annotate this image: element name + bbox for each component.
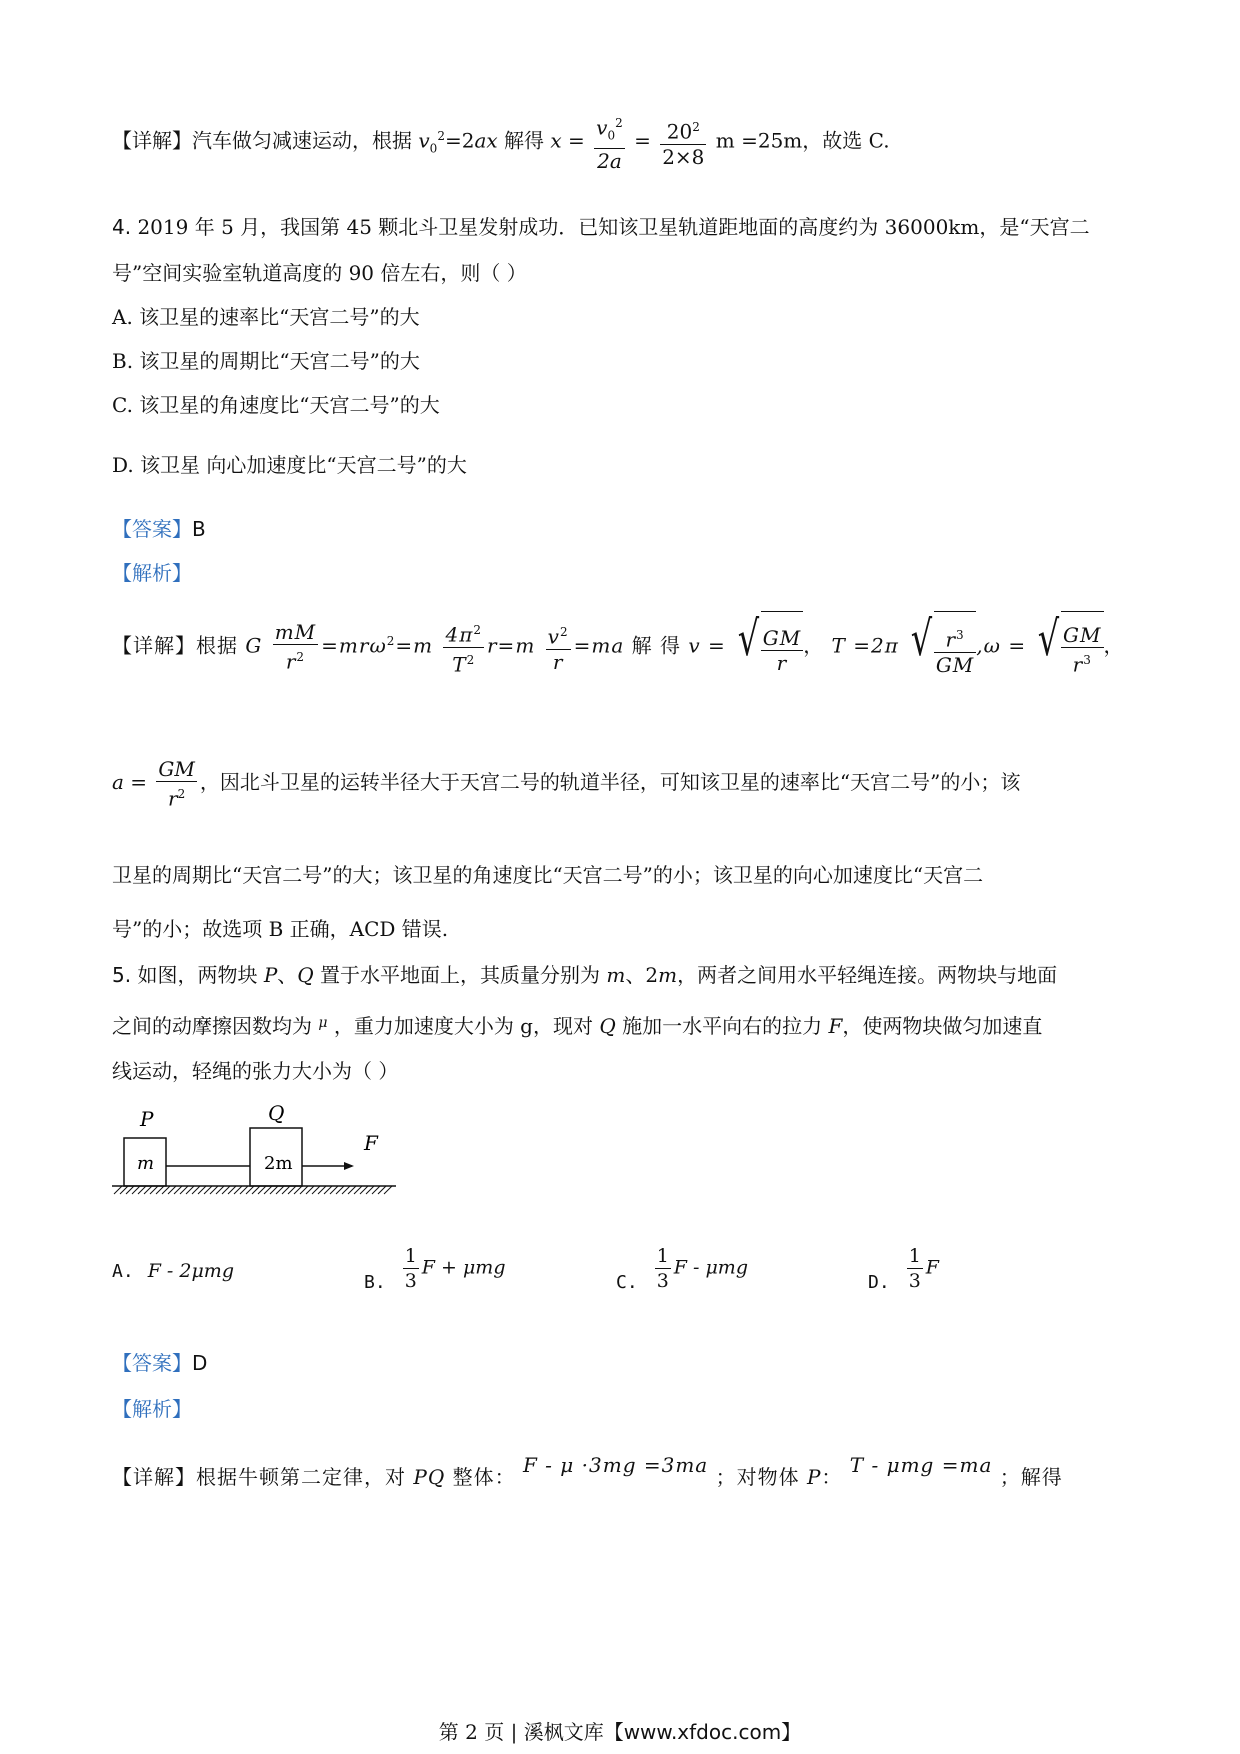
frac-den: 3 xyxy=(404,1270,417,1292)
answer-value: B xyxy=(192,517,206,541)
v0-symbol: v xyxy=(418,128,430,153)
frac-num: 20 xyxy=(666,119,693,144)
analysis-tag: 【解析】 xyxy=(112,561,192,585)
Q-label: Q xyxy=(268,1101,285,1125)
stem-text: 、2 xyxy=(625,963,659,987)
q4-accel-line xyxy=(112,752,1128,812)
question-number: 4. xyxy=(112,215,132,239)
jiede-text: 解 得 xyxy=(624,633,689,658)
detail-text: 整体： xyxy=(445,1465,516,1489)
frac-den: GM xyxy=(935,652,975,677)
frac-den: 3 xyxy=(908,1270,921,1292)
q4-answer xyxy=(112,514,1128,544)
option-label: A. xyxy=(112,1261,134,1282)
detail-text: ；解得 xyxy=(999,1465,1063,1489)
option-label: C. xyxy=(616,1271,638,1293)
value-fraction xyxy=(660,115,706,169)
eq-text: =2 xyxy=(444,128,475,153)
answer-tag: 【答案】 xyxy=(112,517,192,541)
q5-answer xyxy=(112,1348,1128,1378)
frac-num: v xyxy=(596,115,608,140)
q3-tail: ，故选 C. xyxy=(802,128,890,153)
stem-text: 施加一水平向右的拉力 xyxy=(615,1014,829,1038)
footer-site-link[interactable]: 【www.xfdoc.com】 xyxy=(603,1720,802,1744)
option-expr: F xyxy=(925,1256,939,1279)
mu-symbol: μ xyxy=(318,1015,328,1031)
frac-den: 2×8 xyxy=(662,144,705,169)
frac-num-sup: 2 xyxy=(692,120,700,135)
option-label: B. xyxy=(364,1271,386,1293)
q4-option-a: A. 该卫星的速率比“天宫二号”的大 xyxy=(112,305,420,329)
sqrt-omega: √ $\frac{GM}{r^3}$ xyxy=(1033,611,1103,684)
frac-num-sub: 0 xyxy=(607,128,616,143)
q4-option-d: D. 该卫星 向心加速度比“天宫二号”的大 xyxy=(112,453,467,477)
frac-num: v xyxy=(547,624,560,649)
v-eq: v = xyxy=(688,633,726,658)
eq-m: =m xyxy=(395,633,434,658)
frac-num: GM xyxy=(158,756,195,781)
question-stem: 号”空间实验室轨道高度的 90 倍左右，则（ ） xyxy=(112,261,527,285)
detail-text: ： xyxy=(821,1465,843,1489)
one-third-fraction xyxy=(907,1244,923,1293)
ax-symbol: ax xyxy=(474,128,498,153)
eq-omega: =mrω xyxy=(321,633,387,658)
analysis-tag: 【解析】 xyxy=(112,1397,192,1421)
q5-option-c xyxy=(616,1244,748,1293)
answer-tag: 【答案】 xyxy=(112,1351,192,1375)
v0-fraction xyxy=(594,111,625,173)
G-symbol: G xyxy=(245,633,263,658)
frac-num: 1 xyxy=(656,1245,669,1267)
ground-hatch xyxy=(114,1186,392,1194)
P-label: P xyxy=(140,1107,154,1131)
option-expr: F + μmg xyxy=(421,1256,506,1279)
one-third-fraction xyxy=(655,1244,671,1293)
newton-eq-p: T - μmg =ma xyxy=(849,1453,993,1477)
q3-text2: 解得 xyxy=(497,128,551,153)
frac-num: 1 xyxy=(404,1245,417,1267)
conclusion-text: ，因北斗卫星的运转半径大于天宫二号的轨道半径，可知该卫星的速率比“天宫二号”的小；该 xyxy=(199,770,1021,794)
q4-option-b: B. 该卫星的周期比“天宫二号”的大 xyxy=(112,349,420,373)
q5-stem-line2 xyxy=(112,1008,1128,1041)
frac-num: mM xyxy=(274,620,317,645)
frac-den: r xyxy=(776,650,788,675)
frac-num: GM xyxy=(1063,623,1102,648)
detail-tag: 【详解】 xyxy=(112,128,192,153)
q4-detail-formula-line: 【详解】根据 G $\frac{mM}{r^2}$ =mrω$^2$=m $\frac{4\pi^2}{T^2}$ r=m $\frac{v^2}{r}$ =ma 解 得 v = √ $\frac{GM}{r}$ ， T =2π √ $\frac{r^3}{GM}$ ,ω = √ $\frac{GM}{r^3}$ ， xyxy=(112,606,1128,684)
q5-option-a xyxy=(112,1260,234,1282)
comma: ， xyxy=(1103,633,1125,658)
eq-r: r=m xyxy=(487,633,536,658)
F-symbol: F xyxy=(828,1014,843,1038)
Q-symbol: Q xyxy=(297,963,314,987)
footer-page-text: 第 2 页 | 溪枫文库 xyxy=(438,1720,604,1744)
frac-num: 4π xyxy=(445,622,474,647)
m-label: m xyxy=(137,1153,155,1174)
v0-superscript: 2 xyxy=(437,129,445,143)
q4-stem-line1 xyxy=(112,212,1128,242)
P-symbol: P xyxy=(263,963,278,987)
accel-fraction: $\frac{GM}{r^2}$ xyxy=(158,756,195,811)
q4-analysis xyxy=(112,558,1128,588)
option-label: D. xyxy=(868,1271,890,1293)
page-footer xyxy=(0,1716,1240,1745)
q4-conclusion-line3: 号”的小；故选项 B 正确，ACD 错误. xyxy=(112,917,449,941)
question-stem: 2019 年 5 月，我国第 45 颗北斗卫星发射成功．已知该卫星轨道距地面的高度约为 36000km，是“天宫二 xyxy=(131,215,1090,239)
sqrt-T: √ $\frac{r^3}{GM}$ xyxy=(906,611,976,684)
stem-text: ，两者之间用水平轻绳连接。两物块与地面 xyxy=(677,963,1058,987)
result-text: m =25m xyxy=(715,128,803,153)
frac-num-sup: 2 xyxy=(615,116,623,131)
q5-analysis xyxy=(112,1394,1128,1424)
q3-detail-line xyxy=(112,108,1128,177)
frac-den: r xyxy=(552,649,564,674)
P-symbol: P xyxy=(806,1465,822,1489)
frac-den: r xyxy=(168,786,178,811)
stem-text: 之间的动摩擦因数均为 xyxy=(112,1014,319,1038)
a-eq: a = xyxy=(112,770,148,794)
q5-stem-line3: 线运动，轻绳的张力大小为（ ） xyxy=(112,1059,399,1083)
F-label: F xyxy=(364,1131,378,1155)
frac-den: r xyxy=(1072,652,1084,677)
detail-text: 根据牛顿第二定律，对 xyxy=(196,1465,414,1489)
velocity-fraction: $\frac{v^2}{r}$ xyxy=(546,620,571,674)
m-symbol: m xyxy=(606,963,626,987)
detail-tag: 【详解】 xyxy=(112,633,196,658)
q5-option-d xyxy=(868,1244,939,1293)
eq-sign: = xyxy=(568,128,585,153)
stem-text: 如图，两物块 xyxy=(131,963,264,987)
detail-text: ；对物体 xyxy=(715,1465,807,1489)
q4-option-c: C. 该卫星的角速度比“天宫二号”的大 xyxy=(112,393,440,417)
frac-den: 2a xyxy=(597,148,622,173)
2m-label: 2m xyxy=(264,1153,293,1174)
q3-text: 汽车做匀减速运动，根据 xyxy=(192,128,419,153)
newton-eq-whole: F - μ ·3mg =3ma xyxy=(522,1453,709,1477)
frac-num: r xyxy=(945,627,957,652)
frac-num: GM xyxy=(762,625,802,650)
comma: ， xyxy=(803,633,825,658)
force-arrow-head xyxy=(344,1162,354,1170)
v0-subscript: 0 xyxy=(429,141,438,156)
pi-fraction: $\frac{4\pi^2}{T^2}$ xyxy=(443,618,484,676)
q4-stem-line2 xyxy=(112,258,1128,288)
option-expr: F - μmg xyxy=(673,1256,748,1279)
stem-text: 置于水平地面上，其质量分别为 xyxy=(313,963,607,987)
q4-conclusion-line2: 卫星的周期比“天宫二号”的大；该卫星的角速度比“天宫二号”的小；该卫星的向心加速度比“天宫二 xyxy=(112,863,984,887)
frac-num: 1 xyxy=(908,1245,921,1267)
stem-text: ，使两物块做匀加速直 xyxy=(842,1014,1043,1038)
question-number: 5. xyxy=(112,963,132,987)
eq-ma: =ma xyxy=(573,633,625,658)
option-expr: F - 2μmg xyxy=(147,1260,234,1282)
q5-option-b xyxy=(364,1244,506,1293)
frac-den: T xyxy=(452,652,467,677)
Q-symbol: Q xyxy=(599,1014,616,1038)
stem-text: ，重力加速度大小为 g，现对 xyxy=(327,1014,600,1038)
gravity-fraction: $\frac{mM}{r^2}$ xyxy=(274,620,317,674)
sqrt-v: √ $\frac{GM}{r}$ xyxy=(733,611,803,684)
detail-tag: 【详解】 xyxy=(112,1465,196,1489)
eq-sign: = xyxy=(634,128,651,153)
q5-stem-line1 xyxy=(112,960,1128,990)
T-eq: T =2π xyxy=(831,633,899,658)
answer-value: D xyxy=(192,1351,208,1375)
PQ-symbol: PQ xyxy=(413,1465,446,1489)
blocks-diagram xyxy=(110,1098,400,1204)
omega-eq: ,ω = xyxy=(976,633,1027,658)
x-symbol: x xyxy=(550,128,562,153)
frac-den: r xyxy=(285,649,297,674)
stem-text: 、 xyxy=(277,963,298,987)
m-symbol: m xyxy=(658,963,678,987)
q5-detail-line xyxy=(112,1450,1128,1492)
detail-intro: 根据 xyxy=(196,633,246,658)
frac-den: 3 xyxy=(656,1270,669,1292)
one-third-fraction xyxy=(403,1244,419,1293)
